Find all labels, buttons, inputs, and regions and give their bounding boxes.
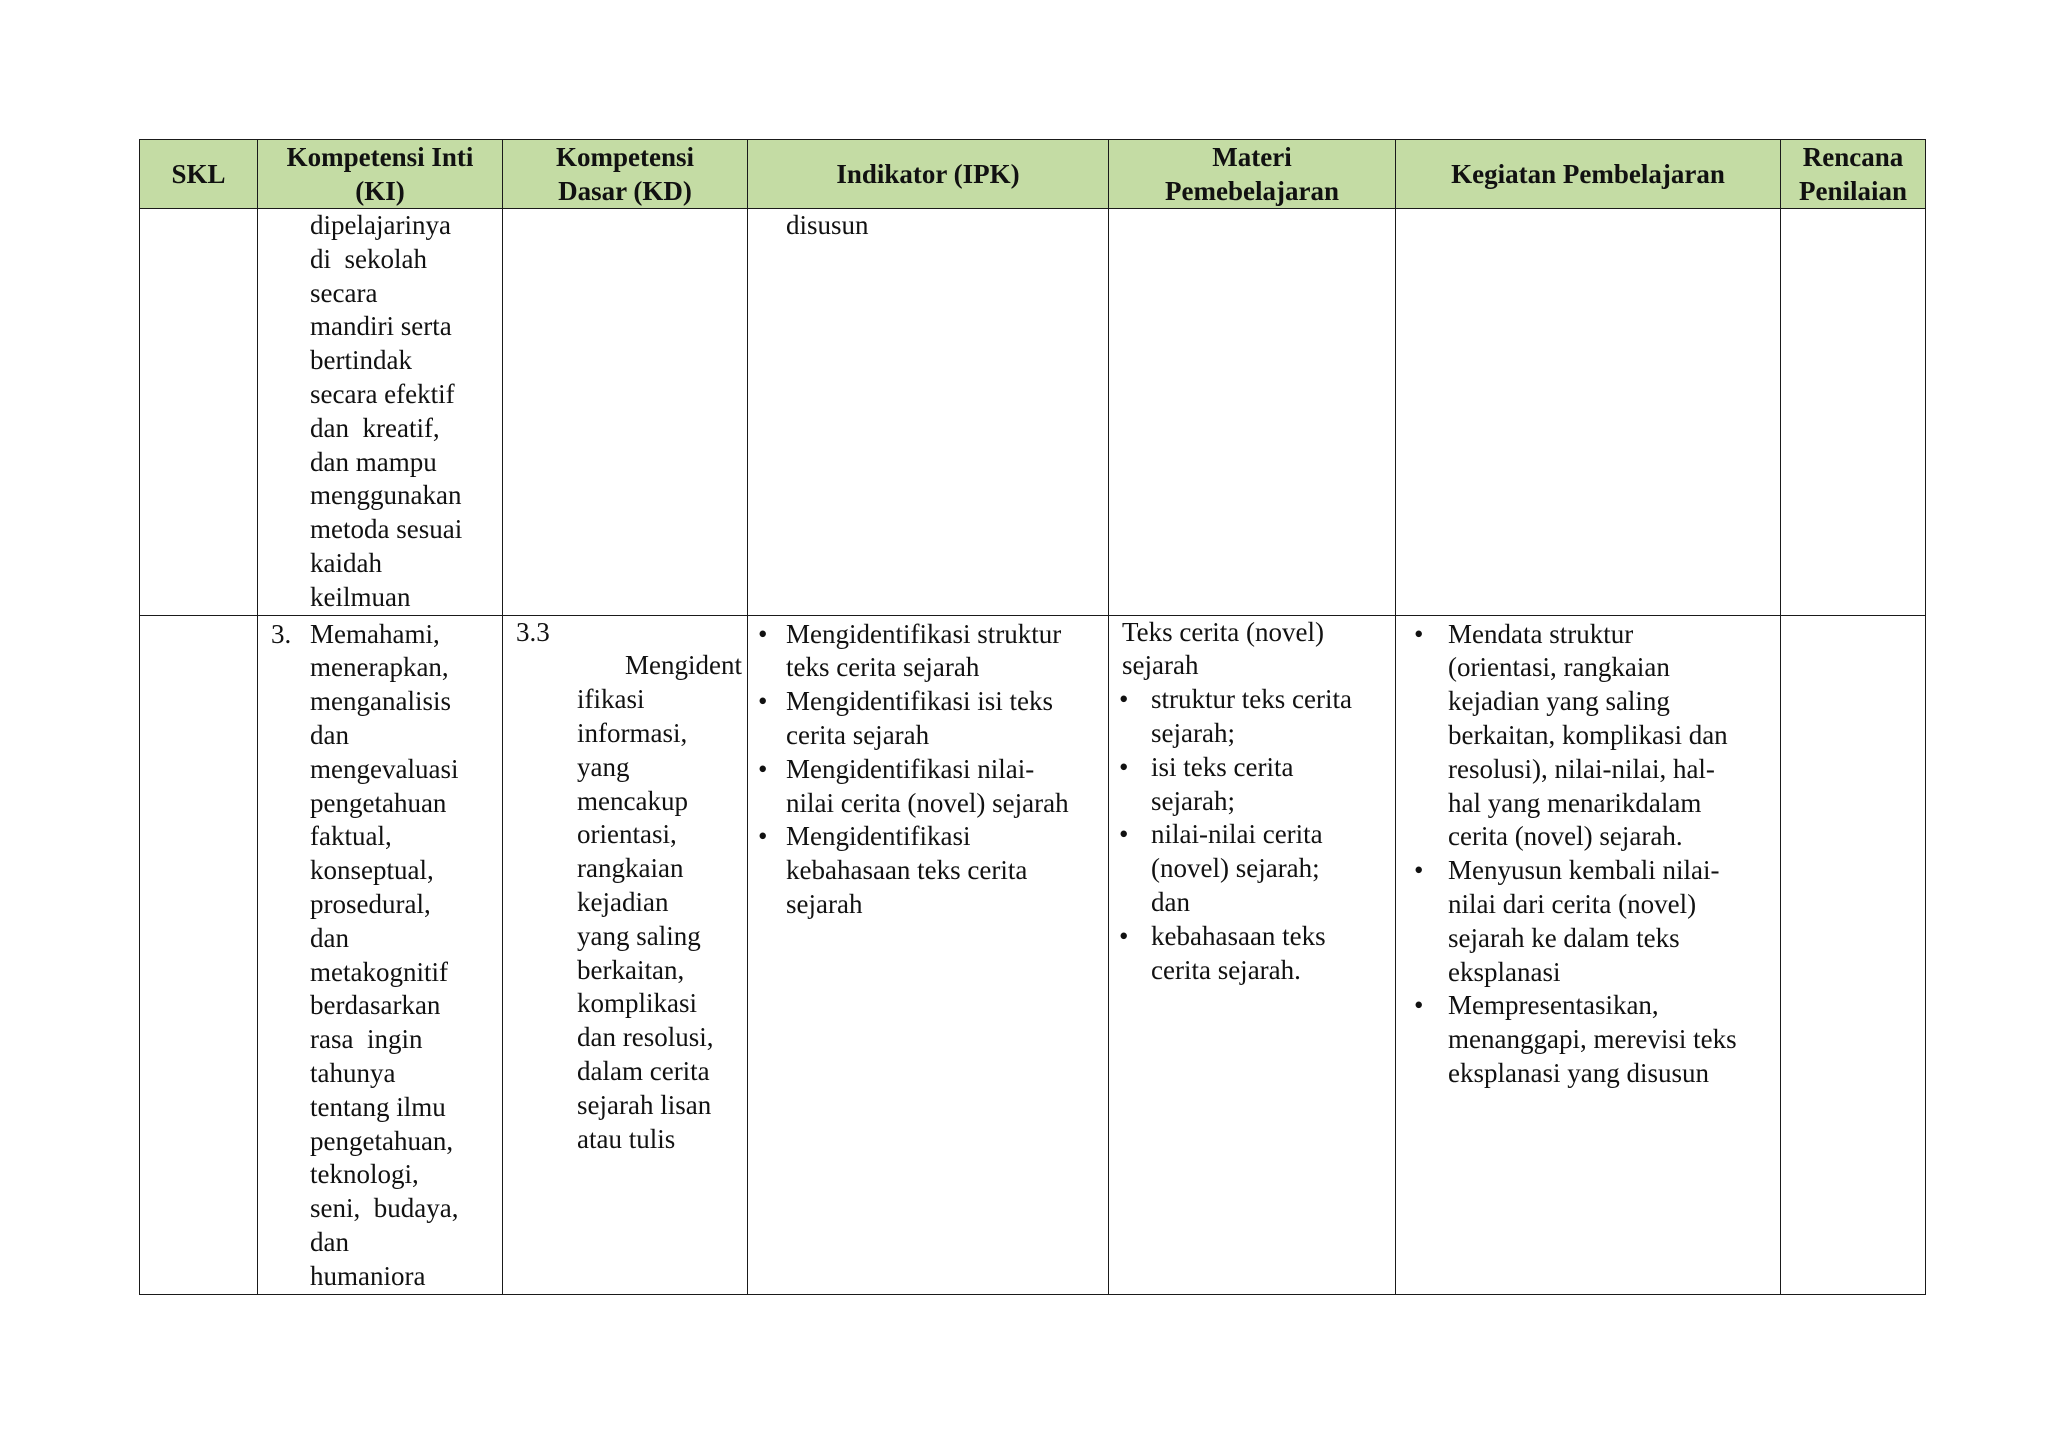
ki-line: dan kreatif, bbox=[310, 412, 440, 443]
ki-line: pengetahuan, bbox=[310, 1125, 454, 1156]
ipk-list bbox=[748, 616, 1108, 922]
ki-line: menggunakan bbox=[310, 480, 462, 511]
kegiatan-list bbox=[1396, 616, 1780, 1091]
cell-kompetensi-dasar bbox=[503, 209, 748, 616]
materi-item bbox=[1151, 751, 1389, 819]
cell-kompetensi-inti bbox=[258, 615, 503, 1294]
ki-line: metakognitif bbox=[310, 956, 448, 987]
materi-intro-line: sejarah bbox=[1122, 650, 1199, 681]
ki-line: secara efektif bbox=[310, 378, 455, 409]
ki-line: dan bbox=[310, 922, 349, 953]
header-row bbox=[140, 140, 1926, 209]
kegiatan-item-line: • Mendata struktur bbox=[1448, 618, 1634, 649]
materi-item-line: sejarah; bbox=[1151, 785, 1235, 816]
cell-kegiatan bbox=[1396, 615, 1781, 1294]
ki-numbered-item bbox=[258, 616, 502, 1294]
kegiatan-item-line: (orientasi, rangkaian bbox=[1448, 652, 1670, 683]
ki-line: metoda sesuai bbox=[310, 514, 463, 545]
kegiatan-item-line: sejarah ke dalam teks bbox=[1448, 922, 1680, 953]
cell-materi bbox=[1109, 615, 1396, 1294]
header-kompetensi-inti: Kompetensi Inti (KI) bbox=[258, 140, 503, 209]
table-row bbox=[140, 615, 1926, 1294]
kd-line: mencakup bbox=[577, 785, 688, 816]
header-materi: Materi Pemebelajaran bbox=[1109, 140, 1396, 209]
ki-text bbox=[258, 209, 502, 615]
materi-list bbox=[1109, 683, 1395, 987]
header-kompetensi-dasar: Kompetensi Dasar (KD) bbox=[503, 140, 748, 209]
kd-line: Mengident bbox=[625, 650, 742, 681]
kd-line: ifikasi bbox=[577, 684, 645, 715]
ipk-item-line: teks cerita sejarah bbox=[786, 652, 980, 683]
ki-line: pengetahuan bbox=[310, 787, 447, 818]
ki-line: dan bbox=[310, 1226, 349, 1257]
ki-line: dipelajarinya bbox=[310, 210, 451, 240]
cell-skl bbox=[140, 615, 258, 1294]
kegiatan-item bbox=[1448, 618, 1774, 855]
cell-skl bbox=[140, 209, 258, 616]
kegiatan-item-line: kejadian yang saling bbox=[1448, 686, 1670, 717]
ki-line: teknologi, bbox=[310, 1159, 419, 1190]
materi-intro-line: Teks cerita (novel) bbox=[1122, 616, 1325, 647]
ipk-item bbox=[786, 685, 1102, 753]
kd-line: informasi, bbox=[577, 717, 688, 748]
kegiatan-item-line: berkaitan, komplikasi dan bbox=[1448, 719, 1728, 750]
ki-line: dan bbox=[310, 719, 349, 750]
materi-item-line: (novel) sejarah; bbox=[1151, 853, 1320, 884]
ki-line: mandiri serta bbox=[310, 311, 452, 342]
ki-text bbox=[310, 618, 494, 1294]
ipk-item-line: • Mengidentifikasi bbox=[786, 821, 971, 852]
table-row bbox=[140, 209, 1926, 616]
ipk-item-line: sejarah bbox=[786, 888, 863, 919]
ki-line: konseptual, bbox=[310, 855, 434, 886]
ki-line: faktual, bbox=[310, 821, 392, 852]
kegiatan-item bbox=[1448, 989, 1774, 1090]
header-kegiatan: Kegiatan Pembelajaran bbox=[1396, 140, 1781, 209]
kegiatan-item-line: nilai dari cerita (novel) bbox=[1448, 888, 1697, 919]
cell-kompetensi-dasar bbox=[503, 615, 748, 1294]
ipk-item bbox=[786, 820, 1102, 921]
ki-line: tahunya bbox=[310, 1057, 396, 1088]
ipk-item-line: nilai cerita (novel) sejarah bbox=[786, 787, 1069, 818]
ipk-item-line: cerita sejarah bbox=[786, 719, 930, 750]
kd-line: kejadian bbox=[577, 886, 669, 917]
ipk-item-line: kebahasaan teks cerita bbox=[786, 855, 1028, 886]
ipk-item-line: • Mengidentifikasi nilai- bbox=[786, 753, 1035, 784]
cell-kegiatan bbox=[1396, 209, 1781, 616]
materi-item-line: dan bbox=[1151, 886, 1190, 917]
ki-line: mengevaluasi bbox=[310, 753, 459, 784]
ipk-item-line: • Mengidentifikasi struktur bbox=[786, 618, 1062, 649]
kd-line: sejarah lisan bbox=[577, 1089, 712, 1120]
kegiatan-item-line: resolusi), nilai-nilai, hal- bbox=[1448, 753, 1715, 784]
header-penilaian: Rencana Penilaian bbox=[1781, 140, 1926, 209]
kd-line: berkaitan, bbox=[577, 954, 685, 985]
ipk-item-line: • Mengidentifikasi isi teks bbox=[786, 686, 1053, 717]
ki-line: menerapkan, bbox=[310, 652, 449, 683]
ki-line: menganalisis bbox=[310, 686, 451, 717]
ipk-item bbox=[786, 618, 1102, 686]
kd-line: yang saling bbox=[577, 920, 701, 951]
materi-item bbox=[1151, 920, 1389, 988]
ipk-text: disusun bbox=[786, 210, 869, 240]
cell-penilaian bbox=[1781, 209, 1926, 616]
header-skl: SKL bbox=[140, 140, 258, 209]
cell-materi bbox=[1109, 209, 1396, 616]
materi-item-line: cerita sejarah. bbox=[1151, 954, 1301, 985]
ki-line: kaidah bbox=[310, 547, 382, 578]
kegiatan-item-line: • Mempresentasikan, bbox=[1448, 990, 1659, 1021]
cell-indikator bbox=[748, 615, 1109, 1294]
ki-line: berdasarkan bbox=[310, 990, 441, 1021]
ki-line: rasa ingin bbox=[310, 1024, 423, 1055]
ki-line: secara bbox=[310, 277, 378, 308]
materi-item bbox=[1151, 683, 1389, 751]
kd-line: dan resolusi, bbox=[577, 1022, 714, 1053]
syllabus-table bbox=[139, 139, 1926, 1295]
kd-line: komplikasi bbox=[577, 988, 697, 1019]
cell-kompetensi-inti bbox=[258, 209, 503, 616]
kd-text bbox=[503, 649, 747, 1156]
kegiatan-item-line: cerita (novel) sejarah. bbox=[1448, 821, 1683, 852]
kd-line: yang bbox=[577, 751, 630, 782]
header-indikator: Indikator (IPK) bbox=[748, 140, 1109, 209]
kd-line: dalam cerita bbox=[577, 1055, 710, 1086]
materi-item bbox=[1151, 818, 1389, 919]
kd-line: rangkaian bbox=[577, 853, 684, 884]
kegiatan-item-line: eksplanasi bbox=[1448, 956, 1561, 987]
ki-line: di sekolah bbox=[310, 243, 427, 274]
materi-item-line: sejarah; bbox=[1151, 717, 1235, 748]
cell-indikator bbox=[748, 209, 1109, 616]
ki-line: dan mampu bbox=[310, 446, 437, 477]
ipk-item bbox=[786, 753, 1102, 821]
ki-line: tentang ilmu bbox=[310, 1091, 446, 1122]
ki-line: keilmuan bbox=[310, 581, 411, 612]
kegiatan-item-line: eksplanasi yang disusun bbox=[1448, 1057, 1709, 1088]
ki-number: 3. bbox=[271, 618, 292, 649]
ki-line: humaniora bbox=[310, 1260, 426, 1291]
ki-line: prosedural, bbox=[310, 888, 431, 919]
kegiatan-item-line: • Menyusun kembali nilai- bbox=[1448, 855, 1720, 886]
materi-item-line: • nilai-nilai cerita bbox=[1151, 819, 1323, 850]
materi-item-line: • isi teks cerita bbox=[1151, 751, 1294, 782]
materi-intro bbox=[1109, 616, 1395, 684]
cell-penilaian bbox=[1781, 615, 1926, 1294]
materi-item-line: • kebahasaan teks bbox=[1151, 920, 1326, 951]
ki-line: Memahami, bbox=[310, 618, 440, 649]
materi-item-line: • struktur teks cerita bbox=[1151, 684, 1352, 715]
kd-line: atau tulis bbox=[577, 1123, 676, 1154]
kd-number: 3.3 bbox=[516, 616, 550, 647]
kegiatan-item-line: hal yang menarikdalam bbox=[1448, 787, 1702, 818]
kegiatan-item bbox=[1448, 854, 1774, 989]
kd-line: orientasi, bbox=[577, 819, 677, 850]
ki-line: bertindak bbox=[310, 345, 412, 376]
kegiatan-item-line: menanggapi, merevisi teks bbox=[1448, 1024, 1737, 1055]
ki-line: seni, budaya, bbox=[310, 1193, 459, 1224]
